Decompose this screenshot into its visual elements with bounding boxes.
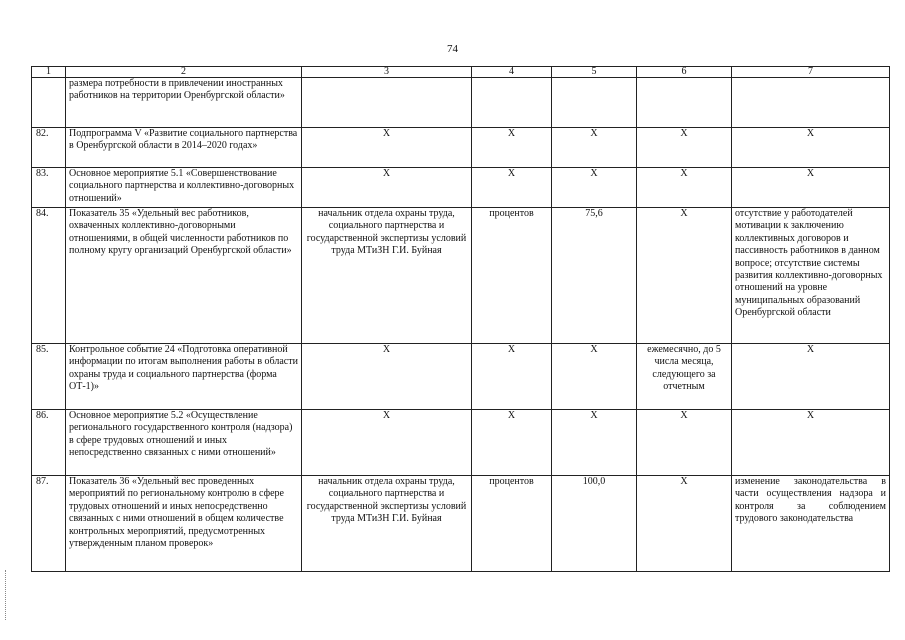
header-cell: 7 xyxy=(732,67,890,78)
risk-cell: X xyxy=(732,168,890,208)
description-cell: Показатель 36 «Удельный вес проведенных мероприятий по региональному контролю в сфере трудовых отношений и иных непосредственно связанных с ними отношений в общем количестве контрольных мероприятий, предусмотренных утвержденным планом проверок» xyxy=(66,476,302,572)
header-cell: 5 xyxy=(552,67,637,78)
risk-cell: изменение законодательства в части осуществления надзора и контроля за соблюдением трудового законодательства xyxy=(732,476,890,572)
row-number: 82. xyxy=(32,128,66,168)
description-cell: Основное мероприятие 5.2 «Осуществление регионального государственного контроля (надзора) в сфере трудовых отношений и иных непосредственно связанных с ними отношений» xyxy=(66,410,302,476)
risk-cell: X xyxy=(732,410,890,476)
responsible-cell: X xyxy=(302,344,472,410)
document-table xyxy=(31,66,890,572)
value-cell: X xyxy=(552,168,637,208)
deadline-cell: X xyxy=(637,128,732,168)
row-number: 86. xyxy=(32,410,66,476)
deadline-cell: X xyxy=(637,476,732,572)
table-row xyxy=(32,78,890,128)
responsible-cell xyxy=(302,78,472,128)
description-cell: Основное мероприятие 5.1 «Совершенствование социального партнерства и коллективно-договорных отношений» xyxy=(66,168,302,208)
deadline-cell: X xyxy=(637,208,732,344)
responsible-cell: X xyxy=(302,128,472,168)
deadline-cell: X xyxy=(637,410,732,476)
unit-cell: X xyxy=(472,128,552,168)
description-cell: Контрольное событие 24 «Подготовка оперативной информации по итогам выполнения работы в области охраны труда и социального партнерства (форма ОТ-1)» xyxy=(66,344,302,410)
risk-cell: отсутствие у работодателей мотивации к заключению коллективных договоров и пассивность работников в данном вопросе; отсутствие системы развития коллективно-договорных отношений на уровне муниципальных образований Оренбургской области xyxy=(732,208,890,344)
risk-cell: X xyxy=(732,344,890,410)
table-row xyxy=(32,128,890,168)
unit-cell: X xyxy=(472,344,552,410)
row-number: 87. xyxy=(32,476,66,572)
header-row xyxy=(32,67,890,78)
row-number: 84. xyxy=(32,208,66,344)
unit-cell xyxy=(472,78,552,128)
header-cell: 4 xyxy=(472,67,552,78)
description-cell: размера потребности в привлечении иностранных работников на территории Оренбургской области» xyxy=(66,78,302,128)
table-row xyxy=(32,168,890,208)
header-cell: 2 xyxy=(66,67,302,78)
responsible-cell: начальник отдела охраны труда, социального партнерства и государственной экспертизы условий труда МТиЗН Г.И. Буйная xyxy=(302,476,472,572)
row-number: 85. xyxy=(32,344,66,410)
value-cell: X xyxy=(552,410,637,476)
value-cell: X xyxy=(552,344,637,410)
responsible-cell: начальник отдела охраны труда, социального партнерства и государственной экспертизы условий труда МТиЗН Г.И. Буйная xyxy=(302,208,472,344)
page-number: 74 xyxy=(447,43,458,55)
row-number: 83. xyxy=(32,168,66,208)
table-row xyxy=(32,344,890,410)
risk-cell: X xyxy=(732,128,890,168)
header-cell: 6 xyxy=(637,67,732,78)
value-cell: 100,0 xyxy=(552,476,637,572)
row-number xyxy=(32,78,66,128)
unit-cell: X xyxy=(472,410,552,476)
deadline-cell xyxy=(637,78,732,128)
unit-cell: процентов xyxy=(472,476,552,572)
value-cell: X xyxy=(552,128,637,168)
value-cell: 75,6 xyxy=(552,208,637,344)
value-cell xyxy=(552,78,637,128)
table-row xyxy=(32,476,890,572)
responsible-cell: X xyxy=(302,168,472,208)
table-row xyxy=(32,208,890,344)
responsible-cell: X xyxy=(302,410,472,476)
unit-cell: процентов xyxy=(472,208,552,344)
deadline-cell: ежемесячно, до 5 числа месяца, следующего за отчетным xyxy=(637,344,732,410)
header-cell: 1 xyxy=(32,67,66,78)
risk-cell xyxy=(732,78,890,128)
description-cell: Показатель 35 «Удельный вес работников, охваченных коллективно-договорными отношениями, в общей численности работников по полному кругу организаций Оренбургской области» xyxy=(66,208,302,344)
table-row xyxy=(32,410,890,476)
scan-edge-mark xyxy=(5,570,8,620)
deadline-cell: X xyxy=(637,168,732,208)
unit-cell: X xyxy=(472,168,552,208)
header-cell: 3 xyxy=(302,67,472,78)
description-cell: Подпрограмма V «Развитие социального партнерства в Оренбургской области в 2014–2020 годах» xyxy=(66,128,302,168)
